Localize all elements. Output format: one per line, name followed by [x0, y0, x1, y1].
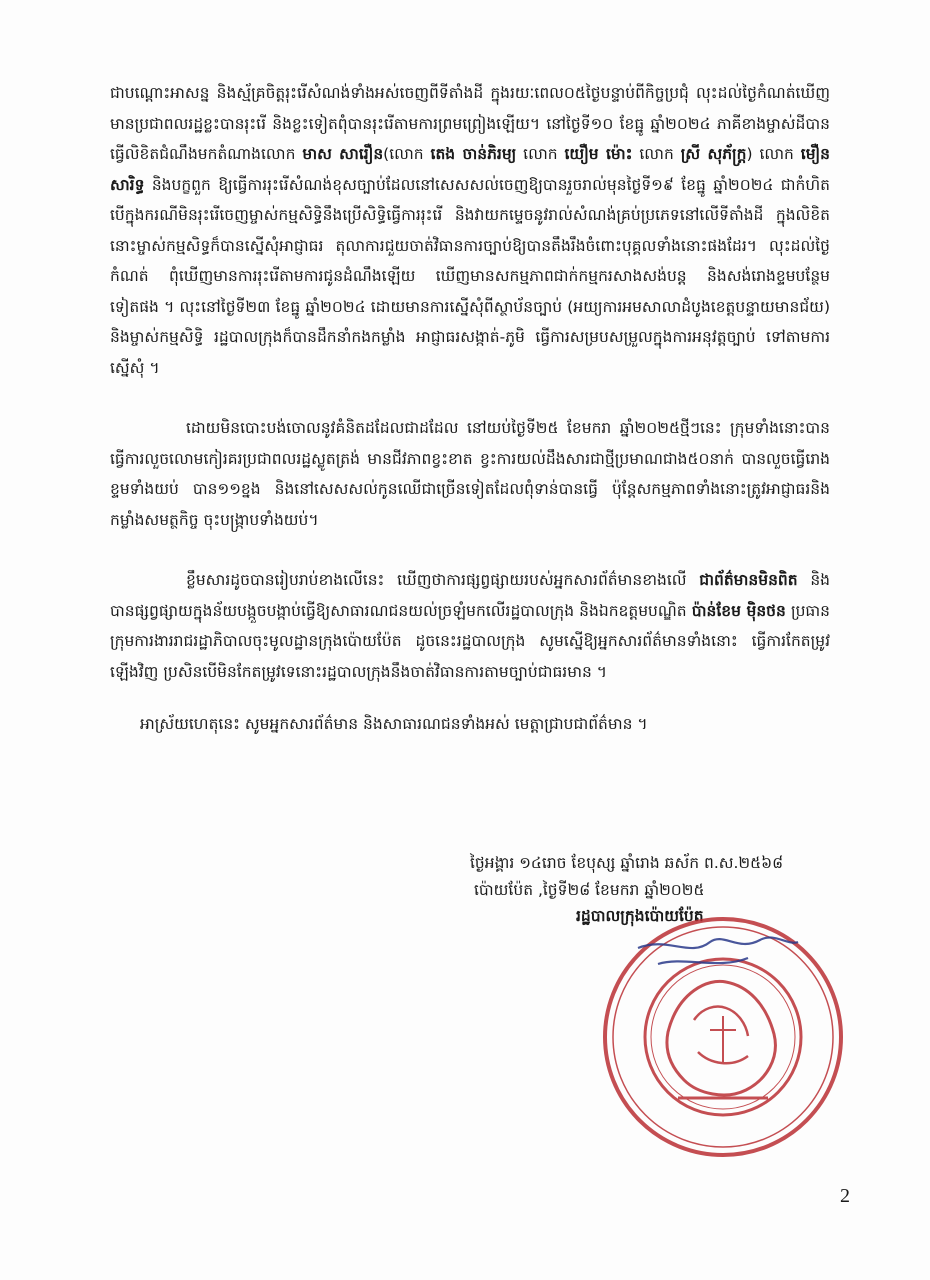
place-date: ប៉ោយប៉ែត ,ថ្ងៃទី២៨ ខែមករា ឆ្នាំ២០២៥ [474, 881, 705, 899]
text-run: ) លោក [746, 145, 801, 163]
date-block [470, 850, 850, 904]
paragraph-4 [110, 709, 830, 740]
lunar-date: ថ្ងៃអង្គារ ១៤រោច ខែបុស្ស ឆ្នាំរោង ឆស័ក ព.ស.២៥៦៨ [470, 854, 784, 872]
paragraph-3 [110, 565, 830, 687]
bold-text-run: ស្រី សុភ័ក្រ្ត [680, 145, 747, 163]
bold-text-run: ប៉ាន់ខែម ម៉ិនថន [691, 601, 786, 620]
signer-name: រដ្ឋបាលក្រុងប៉ោយប៉ែត [576, 907, 704, 925]
text-run: និងបានផ្សព្វផ្សាយក្នុងន័យបង្កួចបង្កាប់ធ្វើឱ្យសាធារណជនយល់ច្រឡំមកលើរដ្ឋបាលក្រុង និងឯកឧត្តមបណ្ឌិត [110, 571, 831, 620]
official-red-seal-icon [598, 912, 848, 1162]
text-run: លោក [632, 145, 681, 163]
bold-text-run: យឿម ម៉ោះ [564, 145, 633, 163]
bold-text-run: តេង ចាន់ភិរម្យ [430, 145, 517, 163]
bold-text-run: មឿន សារិទ្ធ [110, 145, 830, 194]
bold-text-run: មាស សារឿន [302, 145, 384, 163]
document-body [110, 78, 830, 740]
paragraph-1 [110, 78, 830, 383]
text-run: លោក [516, 145, 565, 163]
text-run: អាស្រ័យហេតុនេះ សូមអ្នកសារព័ត៌មាន និងសាធារណជនទាំងអស់ មេត្តាជ្រាបជាព័ត៌មាន ។ [140, 715, 648, 733]
page-number: 2 [840, 1185, 850, 1207]
bold-text-run: ជាព័ត៌មានមិនពិត [699, 571, 798, 589]
text-run: ប្រធានក្រុមការងាររាជរដ្ឋាភិបាលចុះមូលដ្ឋានក្រុងប៉ោយប៉ែត ដូចនេះរដ្ឋបាលក្រុង សូមស្នើឱ្យអ្នកសារព័ត៌មានទាំងនោះ ធ្វើការកែតម្រូវឡើងវិញ ប្រសិនបើមិនកែតម្រូវទេនោះរដ្ឋបាលក្រុងនឹងចាត់វិធានការតាមច្បាប់ជាធរមាន ។ [110, 601, 830, 681]
text-run: ជាបណ្តោះអាសន្ន និងស្ម័គ្រចិត្តរុះរើសំណង់ទាំងអស់ចេញពីទីតាំងដី ក្នុងរយៈពេល០៥ថ្ងៃបន្ទាប់ពីកិច្ចប្រជុំ លុះដល់ថ្ងៃកំណត់ឃើញមានប្រជាពលរដ្ឋខ្លះបានរុះរើ និងខ្លះទៀតពុំបានរុះរើតាមការព្រមព្រៀងឡើយ។ នៅថ្ងៃទី១០ ខែធ្នូ ឆ្នាំ២០២៤ ភាគីខាងម្ចាស់ដីបានធ្វើលិខិតជំណឹងមកតំណាងលោក [110, 84, 830, 163]
text-run: (លោក [383, 145, 431, 163]
text-run: ខ្លឹមសារដូចបានរៀបរាប់ខាងលើនេះ ឃើញថាការផ្សព្វផ្សាយរបស់អ្នកសារព័ត៌មានខាងលើ [186, 571, 700, 589]
text-run: ដោយមិនបោះបង់ចោលនូវគំនិតដដែលជាដដែល នៅយប់ថ្ងៃទី២៥ ខែមករា ឆ្នាំ២០២៥ថ្មីៗនេះ ក្រុមទាំងនោះបានធ្វើការលួចលោមកៀរគរប្រជាពលរដ្ឋស្លូតត្រង់ មានជីវភាពខ្វះខាត ខ្វះការយល់ដឹងសារជាថ្មីប្រមាណជាង៥០នាក់ បានលួចធ្វើរោង ខ្ទមទាំងយប់ បាន១១ខ្នង និងនៅសេសសល់កូនឈើជាច្រើនទៀតដែលពុំទាន់បានធ្វើ ប៉ុន្តែសកម្មភាពទាំងនោះត្រូវអាជ្ញាធរនិងកម្លាំងសមត្ថកិច្ច ចុះបង្ក្រាបទាំងយប់។ [110, 419, 830, 529]
paragraph-2 [110, 413, 830, 535]
text-run: និងបក្ខពួក ឱ្យធ្វើការរុះរើសំណង់ខុសច្បាប់ដែលនៅសេសសល់ចេញឱ្យបានរួចរាល់មុនថ្ងៃទី១៩ ខែធ្នូ ឆ្នាំ២០២៤ ជាកំហិត បើក្នុងករណីមិនរុះរើចេញម្ចាស់កម្មសិទ្ធិនឹងប្រើសិទ្ធិធ្វើការរុះរើ និងវាយកម្ទេចនូវរាល់សំណង់គ្រប់ប្រភេទនៅលើទីតាំងដី ក្នុងលិខិតនោះម្ចាស់កម្មសិទ្ធក៏បានស្នើសុំអាជ្ញាធរ តុលាការជួយចាត់វិធានការច្បាប់ឱ្យបានតឹងរឹងចំពោះបុគ្គលទាំងនោះផងដែរ។ លុះដល់ថ្ងៃកំណត់ ពុំឃើញមានការរុះរើតាមការជូនដំណឹងឡើយ ឃើញមានសកម្មភាពជាក់កម្មករសាងសង់បន្ត និងសង់រោងខ្ទមបន្ថែមទៀតផង ។ លុះនៅថ្ងៃទី២៣ ខែធ្នូ ឆ្នាំ២០២៤ ដោយមានការស្នើសុំពីស្ថាប័នច្បាប់ (អយ្យការអមសាលាដំបូងខេត្តបន្ទាយមានជ័យ) និងម្ចាស់កម្មសិទ្ធិ រដ្ឋបាលក្រុងក៏បានដឹកនាំកងកម្លាំង អាជ្ញាធរសង្កាត់-ភូមិ ធ្វើការសម្របសម្រួលក្នុងការអនុវត្តច្បាប់ ទៅតាមការស្នើសុំ ។ [110, 175, 830, 377]
